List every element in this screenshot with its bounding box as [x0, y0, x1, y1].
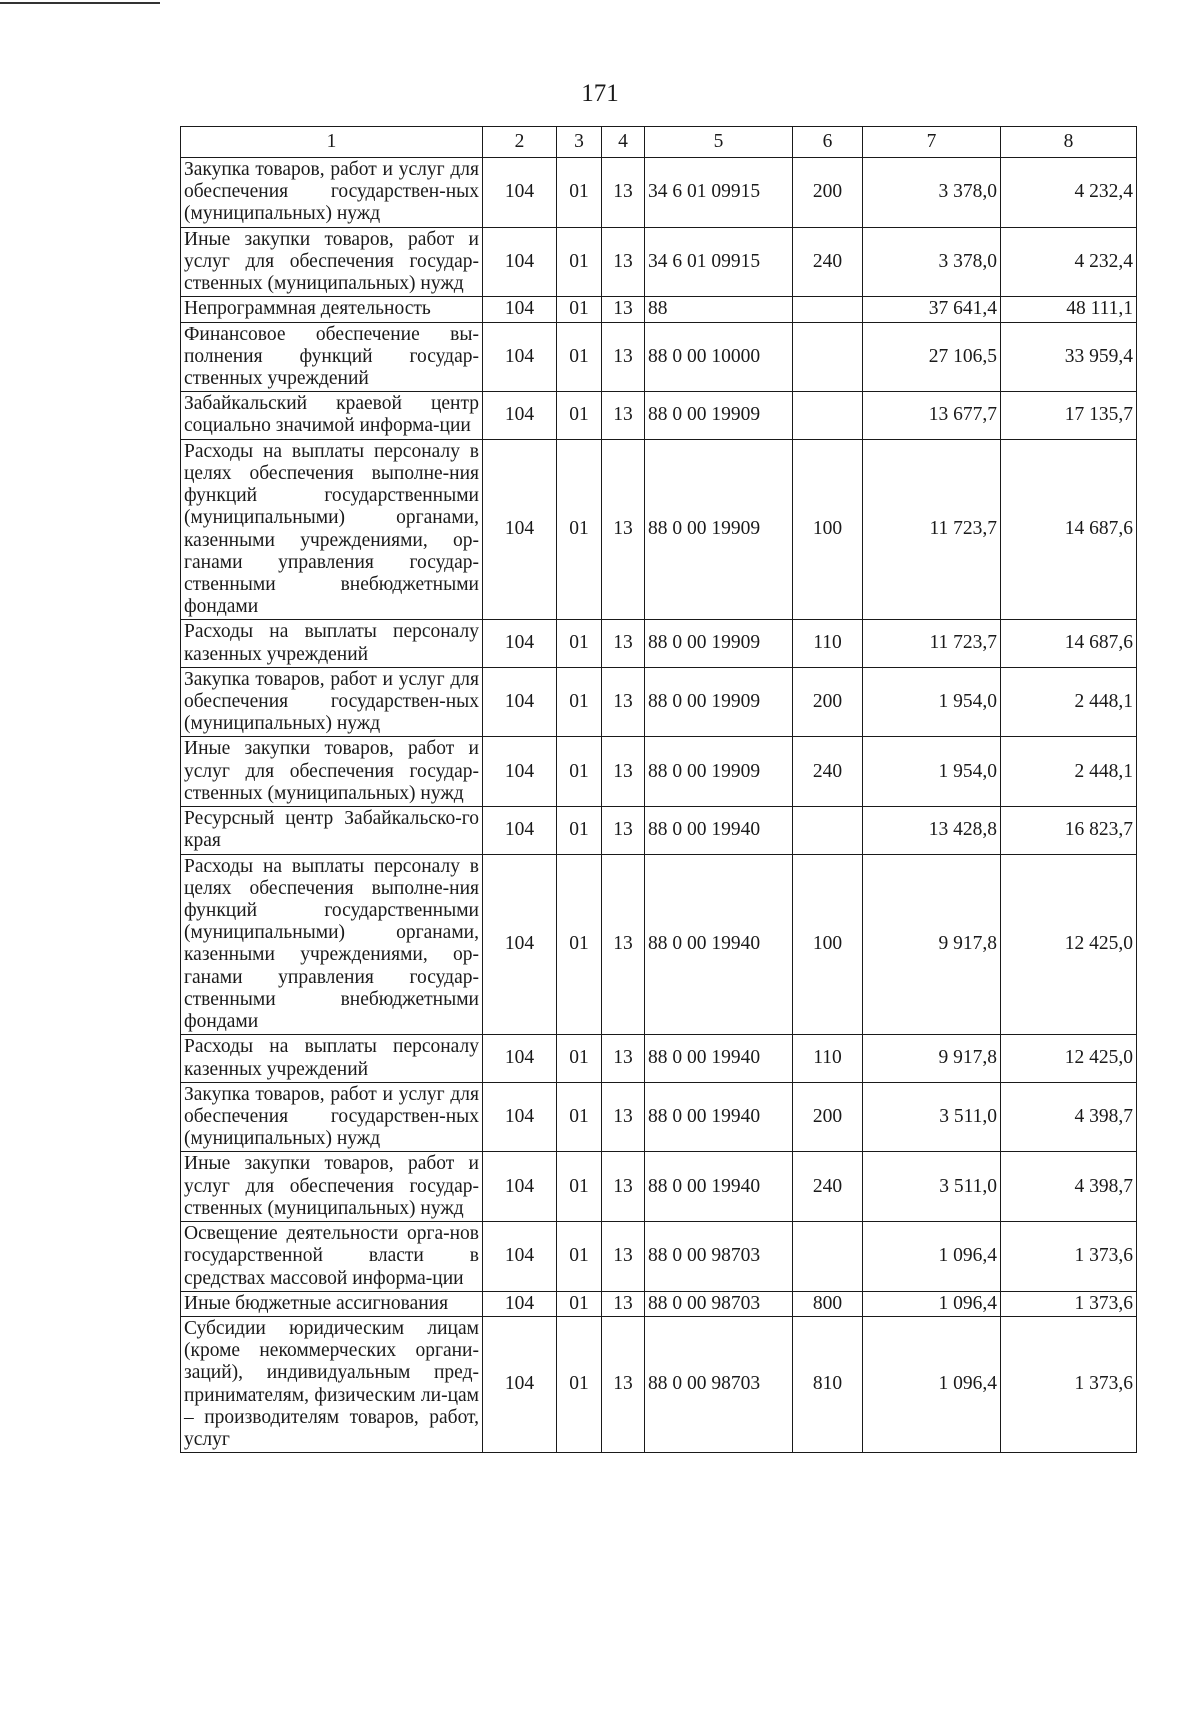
table-row	[181, 439, 1137, 620]
row-section-cell: 01	[557, 737, 602, 807]
row-section-cell: 01	[557, 439, 602, 620]
row-subsection-cell: 13	[602, 1316, 645, 1452]
row-section-cell: 01	[557, 1222, 602, 1292]
row-section-cell: 01	[557, 297, 602, 322]
row-section-cell: 01	[557, 227, 602, 297]
row-section-cell: 01	[557, 322, 602, 392]
row-amount-year2-cell: 12 425,0	[1001, 1035, 1137, 1082]
row-name-cell: Иные закупки товаров, работ и услуг для обеспечения государ-ственных (муниципальных) нужд	[181, 227, 483, 297]
row-subsection-cell: 13	[602, 737, 645, 807]
table-row	[181, 1291, 1137, 1316]
column-header: 4	[602, 127, 645, 158]
row-name-cell: Иные закупки товаров, работ и услуг для обеспечения государ-ственных (муниципальных) нужд	[181, 1152, 483, 1222]
row-target-article-cell: 88	[645, 297, 793, 322]
row-admin-code-cell: 104	[483, 620, 557, 667]
row-amount-year1-cell: 13 677,7	[863, 392, 1001, 439]
row-admin-code-cell: 104	[483, 807, 557, 854]
table-row	[181, 807, 1137, 854]
row-admin-code-cell: 104	[483, 854, 557, 1035]
row-expense-type-cell	[793, 807, 863, 854]
row-target-article-cell: 34 6 01 09915	[645, 227, 793, 297]
row-amount-year2-cell: 33 959,4	[1001, 322, 1137, 392]
row-amount-year1-cell: 3 511,0	[863, 1082, 1001, 1152]
row-name-cell: Закупка товаров, работ и услуг для обеспечения государствен-ных (муниципальных) нужд	[181, 1082, 483, 1152]
table-row	[181, 392, 1137, 439]
row-admin-code-cell: 104	[483, 227, 557, 297]
row-subsection-cell: 13	[602, 1222, 645, 1292]
row-admin-code-cell: 104	[483, 737, 557, 807]
row-subsection-cell: 13	[602, 620, 645, 667]
row-expense-type-cell: 200	[793, 667, 863, 737]
row-amount-year1-cell: 3 378,0	[863, 158, 1001, 228]
row-subsection-cell: 13	[602, 1291, 645, 1316]
row-target-article-cell: 88 0 00 19940	[645, 1152, 793, 1222]
row-expense-type-cell: 100	[793, 439, 863, 620]
row-name-cell: Освещение деятельности орга-нов государственной власти в средствах массовой информа-ции	[181, 1222, 483, 1292]
row-amount-year2-cell: 48 111,1	[1001, 297, 1137, 322]
column-header: 6	[793, 127, 863, 158]
row-amount-year1-cell: 1 954,0	[863, 737, 1001, 807]
row-name-cell: Забайкальский краевой центр социально значимой информа-ции	[181, 392, 483, 439]
row-amount-year2-cell: 12 425,0	[1001, 854, 1137, 1035]
row-section-cell: 01	[557, 667, 602, 737]
column-header: 1	[181, 127, 483, 158]
row-amount-year2-cell: 1 373,6	[1001, 1291, 1137, 1316]
table-row	[181, 1316, 1137, 1452]
column-header: 8	[1001, 127, 1137, 158]
row-target-article-cell: 88 0 00 19909	[645, 737, 793, 807]
row-expense-type-cell: 810	[793, 1316, 863, 1452]
row-name-cell: Иные бюджетные ассигнования	[181, 1291, 483, 1316]
row-subsection-cell: 13	[602, 227, 645, 297]
row-admin-code-cell: 104	[483, 667, 557, 737]
row-subsection-cell: 13	[602, 667, 645, 737]
row-expense-type-cell: 110	[793, 1035, 863, 1082]
row-amount-year1-cell: 1 954,0	[863, 667, 1001, 737]
budget-table	[180, 126, 1137, 1453]
row-admin-code-cell: 104	[483, 392, 557, 439]
row-amount-year2-cell: 14 687,6	[1001, 439, 1137, 620]
row-expense-type-cell: 800	[793, 1291, 863, 1316]
row-amount-year1-cell: 11 723,7	[863, 620, 1001, 667]
row-amount-year1-cell: 3 378,0	[863, 227, 1001, 297]
row-amount-year2-cell: 4 232,4	[1001, 227, 1137, 297]
row-target-article-cell: 88 0 00 98703	[645, 1222, 793, 1292]
column-header: 3	[557, 127, 602, 158]
row-section-cell: 01	[557, 158, 602, 228]
table-row	[181, 667, 1137, 737]
row-amount-year1-cell: 1 096,4	[863, 1316, 1001, 1452]
row-name-cell: Расходы на выплаты персоналу в целях обеспечения выполне-ния функций государственными (муниципальными) органами, казенными учреждениями, ор-ганами управления государ-ственными внебюджетными фондами	[181, 439, 483, 620]
table-row	[181, 854, 1137, 1035]
row-name-cell: Расходы на выплаты персоналу в целях обеспечения выполне-ния функций государственными (муниципальными) органами, казенными учреждениями, ор-ганами управления государ-ственными внебюджетными фондами	[181, 854, 483, 1035]
row-subsection-cell: 13	[602, 1082, 645, 1152]
row-amount-year2-cell: 17 135,7	[1001, 392, 1137, 439]
row-target-article-cell: 88 0 00 98703	[645, 1316, 793, 1452]
row-admin-code-cell: 104	[483, 1082, 557, 1152]
table-row	[181, 322, 1137, 392]
row-target-article-cell: 88 0 00 19940	[645, 854, 793, 1035]
row-section-cell: 01	[557, 1082, 602, 1152]
column-header: 2	[483, 127, 557, 158]
row-amount-year2-cell: 1 373,6	[1001, 1222, 1137, 1292]
table-row	[181, 158, 1137, 228]
row-section-cell: 01	[557, 392, 602, 439]
row-amount-year1-cell: 11 723,7	[863, 439, 1001, 620]
row-amount-year2-cell: 2 448,1	[1001, 667, 1137, 737]
row-name-cell: Непрограммная деятельность	[181, 297, 483, 322]
row-expense-type-cell: 200	[793, 1082, 863, 1152]
row-expense-type-cell	[793, 392, 863, 439]
row-admin-code-cell: 104	[483, 1152, 557, 1222]
table-row	[181, 1152, 1137, 1222]
row-subsection-cell: 13	[602, 158, 645, 228]
row-subsection-cell: 13	[602, 322, 645, 392]
row-target-article-cell: 88 0 00 19909	[645, 439, 793, 620]
row-name-cell: Иные закупки товаров, работ и услуг для обеспечения государ-ственных (муниципальных) нужд	[181, 737, 483, 807]
row-section-cell: 01	[557, 1152, 602, 1222]
row-section-cell: 01	[557, 854, 602, 1035]
row-section-cell: 01	[557, 1035, 602, 1082]
row-amount-year1-cell: 1 096,4	[863, 1291, 1001, 1316]
row-expense-type-cell: 240	[793, 1152, 863, 1222]
row-amount-year1-cell: 9 917,8	[863, 1035, 1001, 1082]
row-name-cell: Расходы на выплаты персоналу казенных учреждений	[181, 620, 483, 667]
row-expense-type-cell	[793, 297, 863, 322]
row-expense-type-cell: 240	[793, 227, 863, 297]
table-row	[181, 1082, 1137, 1152]
row-subsection-cell: 13	[602, 392, 645, 439]
row-amount-year1-cell: 1 096,4	[863, 1222, 1001, 1292]
row-target-article-cell: 88 0 00 19909	[645, 620, 793, 667]
row-section-cell: 01	[557, 1316, 602, 1452]
row-expense-type-cell	[793, 322, 863, 392]
row-section-cell: 01	[557, 620, 602, 667]
row-admin-code-cell: 104	[483, 1035, 557, 1082]
row-subsection-cell: 13	[602, 297, 645, 322]
row-target-article-cell: 34 6 01 09915	[645, 158, 793, 228]
row-name-cell: Закупка товаров, работ и услуг для обеспечения государствен-ных (муниципальных) нужд	[181, 667, 483, 737]
row-subsection-cell: 13	[602, 1152, 645, 1222]
row-name-cell: Расходы на выплаты персоналу казенных учреждений	[181, 1035, 483, 1082]
row-admin-code-cell: 104	[483, 1291, 557, 1316]
column-header: 5	[645, 127, 793, 158]
row-target-article-cell: 88 0 00 19940	[645, 1035, 793, 1082]
row-amount-year2-cell: 1 373,6	[1001, 1316, 1137, 1452]
header-row	[181, 127, 1137, 158]
row-subsection-cell: 13	[602, 807, 645, 854]
row-expense-type-cell	[793, 1222, 863, 1292]
row-amount-year1-cell: 37 641,4	[863, 297, 1001, 322]
row-subsection-cell: 13	[602, 1035, 645, 1082]
table-row	[181, 297, 1137, 322]
row-amount-year2-cell: 4 398,7	[1001, 1152, 1137, 1222]
row-amount-year2-cell: 16 823,7	[1001, 807, 1137, 854]
column-header: 7	[863, 127, 1001, 158]
row-admin-code-cell: 104	[483, 1316, 557, 1452]
row-target-article-cell: 88 0 00 98703	[645, 1291, 793, 1316]
row-name-cell: Финансовое обеспечение вы-полнения функций государ-ственных учреждений	[181, 322, 483, 392]
row-admin-code-cell: 104	[483, 1222, 557, 1292]
table-row	[181, 1222, 1137, 1292]
row-admin-code-cell: 104	[483, 297, 557, 322]
row-amount-year1-cell: 27 106,5	[863, 322, 1001, 392]
table-row	[181, 1035, 1137, 1082]
row-admin-code-cell: 104	[483, 322, 557, 392]
row-expense-type-cell: 110	[793, 620, 863, 667]
row-amount-year1-cell: 3 511,0	[863, 1152, 1001, 1222]
row-target-article-cell: 88 0 00 19940	[645, 807, 793, 854]
row-name-cell: Закупка товаров, работ и услуг для обеспечения государствен-ных (муниципальных) нужд	[181, 158, 483, 228]
row-amount-year2-cell: 4 398,7	[1001, 1082, 1137, 1152]
row-expense-type-cell: 240	[793, 737, 863, 807]
row-target-article-cell: 88 0 00 10000	[645, 322, 793, 392]
page-number: 171	[581, 80, 619, 107]
row-name-cell: Ресурсный центр Забайкальско-го края	[181, 807, 483, 854]
table-row	[181, 620, 1137, 667]
row-admin-code-cell: 104	[483, 439, 557, 620]
row-target-article-cell: 88 0 00 19909	[645, 392, 793, 439]
row-amount-year2-cell: 2 448,1	[1001, 737, 1137, 807]
row-subsection-cell: 13	[602, 439, 645, 620]
row-amount-year2-cell: 14 687,6	[1001, 620, 1137, 667]
table-row	[181, 227, 1137, 297]
table-row	[181, 737, 1137, 807]
row-section-cell: 01	[557, 807, 602, 854]
row-target-article-cell: 88 0 00 19940	[645, 1082, 793, 1152]
row-expense-type-cell: 100	[793, 854, 863, 1035]
row-amount-year1-cell: 9 917,8	[863, 854, 1001, 1035]
row-amount-year2-cell: 4 232,4	[1001, 158, 1137, 228]
row-expense-type-cell: 200	[793, 158, 863, 228]
row-target-article-cell: 88 0 00 19909	[645, 667, 793, 737]
row-amount-year1-cell: 13 428,8	[863, 807, 1001, 854]
row-section-cell: 01	[557, 1291, 602, 1316]
row-subsection-cell: 13	[602, 854, 645, 1035]
row-admin-code-cell: 104	[483, 158, 557, 228]
top-rule	[0, 2, 160, 4]
row-name-cell: Субсидии юридическим лицам (кроме некоммерческих органи-заций), индивидуальным пред-принимателям, физическим ли-цам – производителям товаров, работ, услуг	[181, 1316, 483, 1452]
